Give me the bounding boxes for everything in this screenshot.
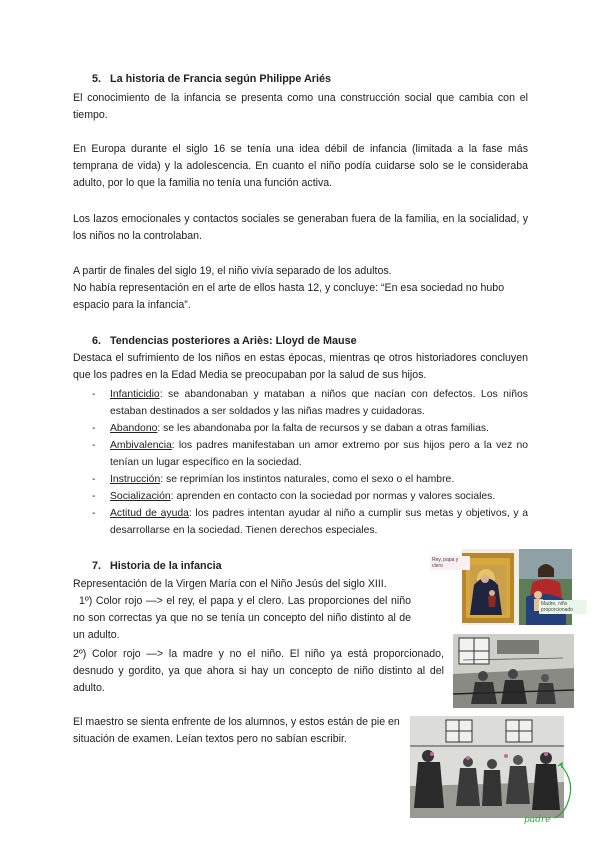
section-5-paragraph-4a: A partir de finales del siglo 19, el niño vivía separado de los adultos. <box>73 265 392 277</box>
family-engraving-figure <box>453 634 574 708</box>
section-7-heading: 7. Historia de la infancia <box>92 560 222 572</box>
list-item: - Abandono: se les abandonaba por la falta de recursos y se daban a otras familias. <box>92 423 489 434</box>
section-6-bullet-list <box>92 386 528 539</box>
section-6-heading: 6. Tendencias posteriores a Ariès: Lloyd de Mause <box>92 335 357 347</box>
green-arrow-annotation <box>530 762 580 822</box>
section-5-paragraph-1: El conocimiento de la infancia se presenta como una construcción social que cambia con el tiempo. <box>73 92 528 121</box>
handwritten-note: padre <box>524 815 551 825</box>
family-engraving-image <box>453 634 574 708</box>
list-item: - Instrucción: se reprimían los instintos naturales, como el sexo o el hambre. <box>92 474 455 485</box>
section-7-paragraph-1: Representación de la Virgen María con el Niño Jesús del siglo XIII. <box>73 578 387 590</box>
section-7-paragraph-2: 1º) Color rojo —> el rey, el papa y el clero. Las proporciones del niño no son correctas ya que no se tenía un concepto del niño distinto al de un adulto. <box>73 595 411 641</box>
section-5-paragraph-3: Los lazos emocionales y contactos sociales se generaban fuera de la familia, en la socialidad, y los niños no la controlaban. <box>73 213 528 242</box>
list-item: - Actitud de ayuda: los padres intentan ayudar al niño a cumplir sus metas y objetivos, y a desarrollarse en la sociedad. Tienen derechos especiales. <box>92 508 528 536</box>
section-6-intro: Destaca el sufrimiento de los niños en estas épocas, mientras qe otros historiadores concluyen que los padres en la Edad Media se preocupaban por la salud de sus hijos. <box>73 352 528 381</box>
list-item: - Ambivalencia: los padres manifestaban un amor extremo por sus hijos pero a la vez no tenían un lugar específico en la sociedad. <box>92 440 528 468</box>
section-5-paragraph-4b: No había representación en el arte de ellos hasta 12, y concluye: “En esa sociedad no hubo espacio para la infancia”. <box>73 282 505 311</box>
list-item: - Infanticidio: se abandonaban y mataban a niños que nacían con defectos. Los niños estaban destinados a ser soldados y las niñas madres y cuidadoras. <box>92 389 528 417</box>
section-7-paragraph-4: El maestro se sienta enfrente de los alumnos, y estos están de pie en situación de examen. Leían textos pero no sabían escribir. <box>73 716 400 745</box>
section-7-paragraph-3: 2º) Color rojo —> la madre y no el niño. El niño ya está proporcionado, desnudo y gordito, ya que ahora si hay un concepto de niño distinto al del adulto. <box>73 648 444 694</box>
figure-note-left: Rey, papa y clero <box>430 556 470 570</box>
section-5-paragraph-2: En Europa durante el siglo 16 se tenía una idea débil de infancia (limitada a la fase más temprana de vida) y la adolescencia. En cuanto el niño podía cuidarse solo se le consideraba adulto, por lo que la familia no tenía una función activa. <box>73 143 528 189</box>
list-item: - Socialización: aprenden en contacto con la sociedad por normas y valores sociales. <box>92 491 496 502</box>
figure-note-right: Madre, niño proporcionado <box>539 600 587 614</box>
section-5-heading: 5. La historia de Francia según Philippe Ariés <box>92 73 331 85</box>
